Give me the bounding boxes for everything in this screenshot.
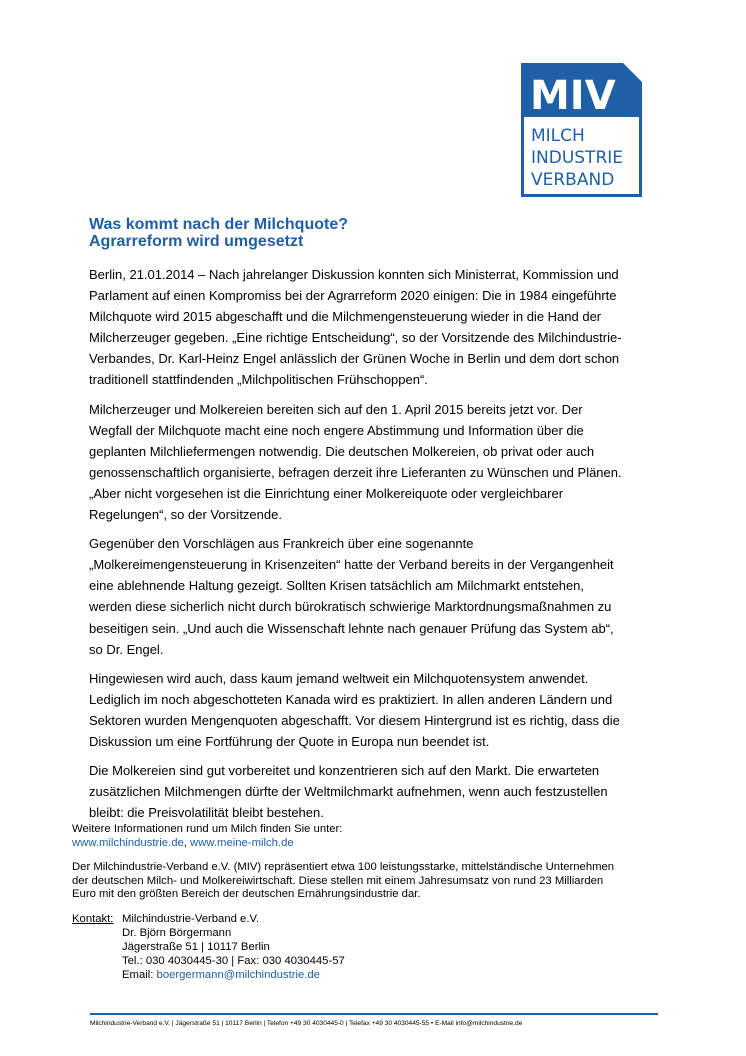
contact-row-org bbox=[72, 913, 345, 927]
contact-org: Milchindustrie-Verband e.V. bbox=[122, 913, 260, 925]
link-meine-milch[interactable]: www.meine-milch.de bbox=[190, 836, 294, 849]
text-line: Gegenüber den Vorschlägen aus Frankreich über eine sogenannte bbox=[89, 536, 474, 552]
text-line: Lediglich im noch abgeschotteten Kanada wird es praktiziert. In allen anderen Ländern und bbox=[89, 691, 613, 707]
text-line: Hingewiesen wird auch, dass kaum jemand weltweit ein Milchquotensystem anwendet. bbox=[89, 670, 589, 686]
paragraph-5 bbox=[89, 760, 679, 823]
about-miv bbox=[72, 861, 614, 902]
text-line: „Aber nicht vorgesehen ist die Einrichtung einer Molkereiquote oder vergleichbarer bbox=[89, 485, 564, 501]
paragraph-4 bbox=[89, 668, 679, 752]
miv-logo bbox=[521, 63, 642, 197]
text-line: Verbandes, Dr. Karl-Heinz Engel anlässlich der Grünen Woche in Berlin und dem dort schon bbox=[89, 351, 620, 367]
paragraph-2 bbox=[89, 399, 679, 526]
text-line: Berlin, 21.01.2014 – Nach jahrelanger Diskussion konnten sich Ministerrat, Kommission und bbox=[89, 267, 619, 282]
text-line: werden diese sicherlich nicht durch bürokratisch schwierige Marktordnungsmaßnahmen zu bbox=[89, 599, 612, 615]
contact-email-link[interactable]: boergermann@milchindustrie.de bbox=[156, 968, 320, 981]
logo-line-3: VERBAND bbox=[531, 170, 615, 190]
footer-divider bbox=[90, 1013, 658, 1015]
about-line: Euro mit den größten Bereich der deutschen Ernährungsindustrie dar. bbox=[72, 888, 421, 901]
text-line: genossenschaftlich organisierte, befragen derzeit ihre Lieferanten zu Wünschen und Plänen. bbox=[89, 464, 622, 480]
contact-label: Kontakt: bbox=[72, 913, 114, 925]
text-line: bleibt: die Preisvolatilität bleibt bestehen. bbox=[89, 805, 324, 821]
press-release-body bbox=[89, 264, 679, 831]
contact-address: Jägerstraße 51 | 10117 Berlin bbox=[122, 940, 270, 953]
contact-block bbox=[72, 913, 345, 983]
text-line: Milchquote wird 2015 abgeschafft und die Milchmengensteuerung wieder in die Hand der bbox=[89, 309, 602, 325]
text-line: Sektoren wurden Mengenquoten abgeschafft. Vor diesem Hintergrund ist es richtig, dass die bbox=[89, 712, 620, 728]
miv-logo-graphic bbox=[521, 63, 642, 197]
about-line: der deutschen Milch- und Molkereiwirtschaft. Diese stellen mit einem Jahresumsatz von rund 23 Milliarden bbox=[72, 874, 604, 887]
contact-row-phone bbox=[72, 955, 345, 969]
text-line: Diskussion um eine Fortführung der Quote in Europa nun beendet ist. bbox=[89, 733, 490, 749]
more-info bbox=[72, 823, 342, 850]
link-milchindustrie[interactable]: www.milchindustrie.de bbox=[72, 836, 184, 849]
logo-line-2: INDUSTRIE bbox=[531, 148, 624, 168]
footer-address: Milchindustrie-Verband e.V. | Jägerstraße 51 | 10117 Berlin | Telefon +49 30 4030445-0 | Telefax +49 30 4030445-55 • E-Mail info@milchindustrie.de bbox=[90, 1020, 523, 1027]
about-line: Der Milchindustrie-Verband e.V. (MIV) repräsentiert etwa 100 leistungsstarke, mittelständische Unternehmen bbox=[72, 861, 615, 873]
headline-line-2: Agrarreform wird umgesetzt bbox=[89, 233, 304, 250]
paragraph-1 bbox=[89, 264, 679, 391]
text-line: Die Molkereien sind gut vorbereitet und konzentrieren sich auf den Markt. Die erwarteten bbox=[89, 763, 600, 779]
paragraph-3 bbox=[89, 533, 679, 660]
more-info-text: Weitere Informationen rund um Milch finden Sie unter: bbox=[72, 823, 343, 835]
text-line: geplanten Milchliefermengen notwendig. Die deutschen Molkereien, ob privat oder auch bbox=[89, 443, 595, 459]
more-info-links bbox=[72, 837, 342, 851]
text-line: eine ablehnende Haltung gezeigt. Sollten Krisen tatsächlich am Milchmarkt entstehen, bbox=[89, 578, 585, 594]
contact-row-email bbox=[72, 969, 345, 983]
text-line: zusätzlichen Milchmengen dürfte der Weltmilchmarkt aufnehmen, wenn auch festzustellen bbox=[89, 784, 608, 800]
contact-person: Dr. Björn Börgermann bbox=[122, 926, 232, 939]
text-line: „Molkereimengensteuerung in Krisenzeiten“ hatte der Verband bereits in der Vergangenheit bbox=[89, 557, 614, 573]
contact-phone: Tel.: 030 4030445-30 | Fax: 030 4030445-57 bbox=[122, 954, 345, 967]
text-line: Wegfall der Milchquote macht eine noch engere Abstimmung und Information über die bbox=[89, 422, 584, 438]
logo-abbr: MIV bbox=[530, 73, 616, 119]
text-line: traditionell stattfindenden „Milchpolitischen Frühschoppen“. bbox=[89, 372, 428, 388]
text-line: Parlament auf einen Kompromiss bei der Agrarreform 2020 einigen: Die in 1984 eingeführte bbox=[89, 288, 617, 304]
text-line: beseitigen sein. „Und auch die Wissenschaft lehnte nach genauer Prüfung das System ab“, bbox=[89, 620, 614, 636]
headline bbox=[89, 216, 348, 250]
contact-row-address bbox=[72, 941, 345, 955]
link-separator: , bbox=[183, 836, 191, 849]
logo-line-1: MILCH bbox=[531, 126, 585, 146]
contact-email-label: Email: bbox=[122, 968, 157, 981]
text-line: Milcherzeuger gegeben. „Eine richtige Entscheidung“, so der Vorsitzende des Milchindustrie- bbox=[89, 330, 622, 346]
text-line: Regelungen“, so der Vorsitzende. bbox=[89, 507, 282, 523]
contact-row-person bbox=[72, 927, 345, 941]
headline-line-1: Was kommt nach der Milchquote? bbox=[89, 216, 348, 233]
text-line: Milcherzeuger und Molkereien bereiten sich auf den 1. April 2015 bereits jetzt vor. Der bbox=[89, 401, 583, 417]
text-line: so Dr. Engel. bbox=[89, 641, 164, 657]
